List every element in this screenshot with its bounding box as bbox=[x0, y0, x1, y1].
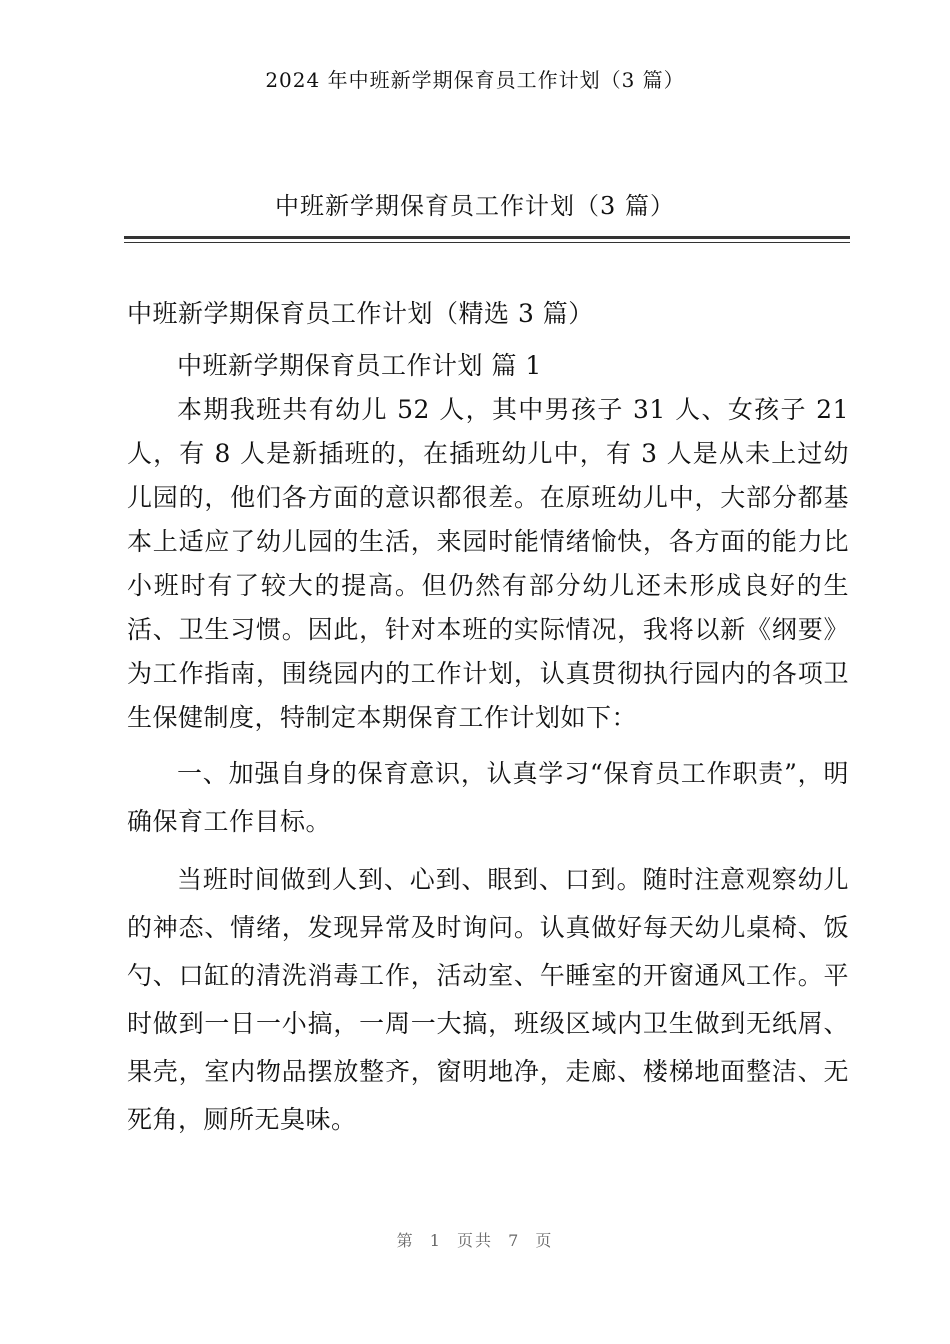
title-rule-thin bbox=[124, 242, 850, 243]
paragraph-intro: 本期我班共有幼儿 52 人，其中男孩子 31 人、女孩子 21 人，有 8 人是新插班的，在插班幼儿中，有 3 人是从未上过幼儿园的，他们各方面的意识都很差。在原班幼儿中，大部分都基本上适应了幼儿园的生活，来园时能情绪愉快，各方面的能力比小班时有了较大的提高。但仍然有部分幼儿还未形成良好的生活、卫生习惯。因此，针对本班的实际情况，我将以新《纲要》为工作指南，围绕园内的工作计划，认真贯彻执行园内的各项卫生保健制度，特制定本期保育工作计划如下： bbox=[127, 395, 849, 732]
paragraph-duty-details: 当班时间做到人到、心到、眼到、口到。随时注意观察幼儿的神态、情绪，发现异常及时询问。认真做好每天幼儿桌椅、饭勺、口缸的清洗消毒工作，活动室、午睡室的开窗通风工作。平时做到一日一小搞，一周一大搞，班级区域内卫生做到无纸屑、果壳，室内物品摆放整齐，窗明地净，走廊、楼梯地面整洁、无死角，厕所无臭味。 bbox=[127, 865, 849, 1134]
document-subtitle: 中班新学期保育员工作计划（精选 3 篇） bbox=[127, 299, 594, 328]
running-header: 2024 年中班新学期保育员工作计划（3 篇） bbox=[265, 68, 685, 92]
section-heading: 中班新学期保育员工作计划 篇 1 bbox=[177, 351, 542, 380]
page-footer: 第 1 页共 7 页 bbox=[396, 1231, 554, 1250]
document-title: 中班新学期保育员工作计划（3 篇） bbox=[275, 192, 675, 220]
document-body bbox=[127, 292, 849, 1144]
title-rule-thick bbox=[124, 236, 850, 239]
paragraph-point-one: 一、加强自身的保育意识，认真学习“保育员工作职责”，明确保育工作目标。 bbox=[127, 759, 849, 836]
